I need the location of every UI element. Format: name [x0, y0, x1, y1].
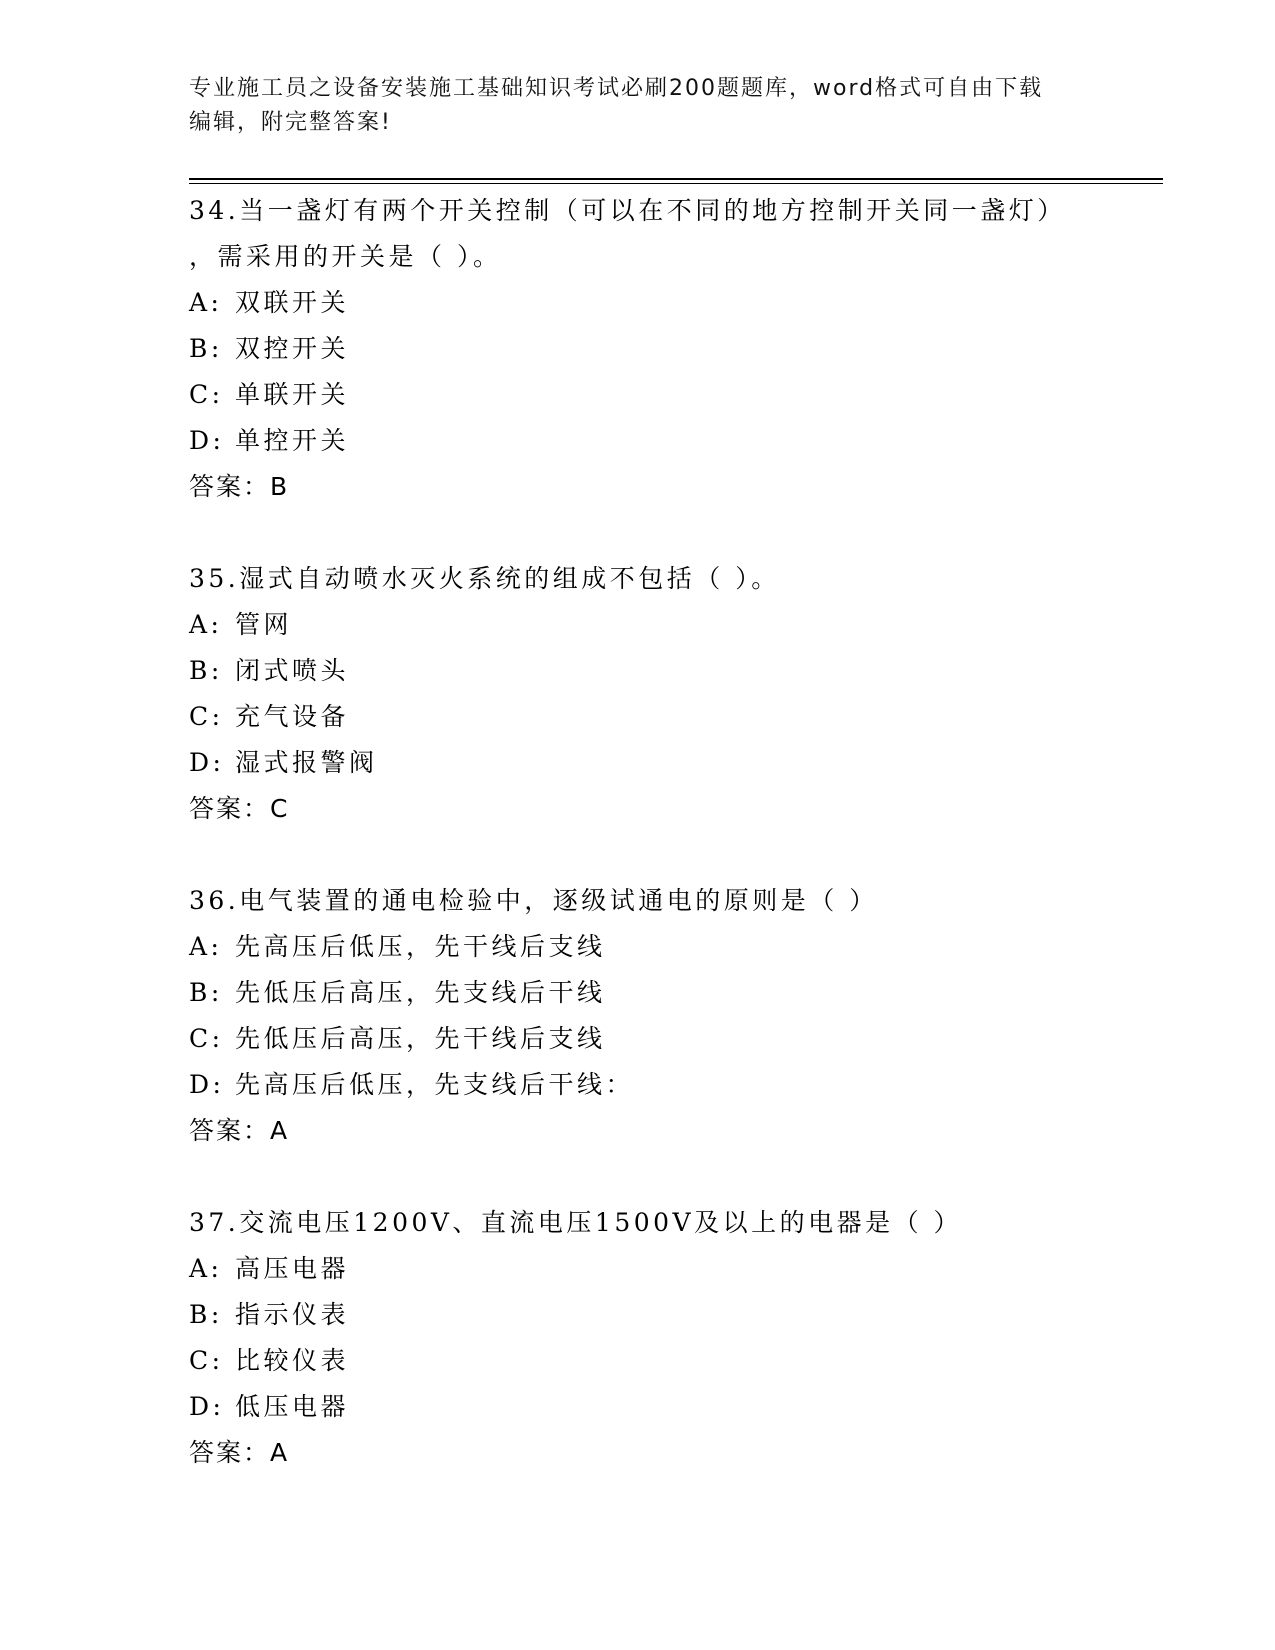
option-key: B: [189, 1300, 223, 1329]
option-key: C: [189, 1346, 224, 1375]
option-text: 先低压后高压，先支线后干线 [235, 978, 606, 1007]
header-divider-thick [189, 178, 1163, 180]
question-36 [189, 878, 1169, 1154]
option-key: D: [189, 1070, 225, 1099]
option-text: 单控开关 [235, 426, 350, 455]
option-b [189, 1292, 1169, 1338]
option-a [189, 1246, 1169, 1292]
question-stem: 34.当一盏灯有两个开关控制（可以在不同的地方控制开关同一盏灯） [189, 196, 1066, 225]
answer-line: 答案：C [189, 794, 290, 823]
header-title-line-1: 专业施工员之设备安装施工基础知识考试必刷200题题库，word格式可自由下载 [189, 76, 1044, 101]
option-b [189, 326, 1169, 372]
option-d [189, 1062, 1169, 1108]
document-header [189, 72, 1089, 140]
answer-line: 答案：B [189, 472, 290, 501]
header-title-line-2: 编辑，附完整答案! [189, 110, 392, 135]
option-key: B: [189, 334, 223, 363]
option-b [189, 970, 1169, 1016]
option-text: 先低压后高压，先干线后支线 [235, 1024, 606, 1053]
option-text: 管网 [235, 610, 293, 639]
option-a [189, 602, 1169, 648]
option-text: 双控开关 [235, 334, 350, 363]
option-text: 低压电器 [235, 1392, 350, 1421]
question-stem-continued: ，需采用的开关是（ ）。 [189, 242, 502, 271]
option-text: 单联开关 [235, 380, 350, 409]
option-key: D: [189, 748, 225, 777]
option-text: 指示仪表 [235, 1300, 350, 1329]
option-key: C: [189, 380, 224, 409]
option-key: A: [189, 1254, 223, 1283]
question-list [189, 188, 1169, 1522]
option-key: D: [189, 1392, 225, 1421]
option-a [189, 924, 1169, 970]
question-37 [189, 1200, 1169, 1476]
option-text: 高压电器 [235, 1254, 350, 1283]
option-text: 闭式喷头 [235, 656, 350, 685]
option-key: B: [189, 978, 223, 1007]
option-c [189, 1338, 1169, 1384]
question-stem: 35.湿式自动喷水灭火系统的组成不包括（ ）。 [189, 564, 780, 593]
option-d [189, 1384, 1169, 1430]
option-c [189, 694, 1169, 740]
option-key: C: [189, 702, 224, 731]
option-key: A: [189, 610, 223, 639]
question-35 [189, 556, 1169, 832]
option-text: 充气设备 [235, 702, 350, 731]
option-d [189, 418, 1169, 464]
option-d [189, 740, 1169, 786]
header-divider-thin [189, 183, 1163, 184]
answer-line: 答案：A [189, 1438, 290, 1467]
option-key: B: [189, 656, 223, 685]
question-34 [189, 188, 1169, 510]
option-a [189, 280, 1169, 326]
option-text: 双联开关 [235, 288, 350, 317]
option-text: 比较仪表 [235, 1346, 350, 1375]
option-b [189, 648, 1169, 694]
option-c [189, 1016, 1169, 1062]
question-stem: 36.电气装置的通电检验中，逐级试通电的原则是（ ） [189, 886, 878, 915]
option-text: 湿式报警阀 [235, 748, 378, 777]
option-text: 先高压后低压，先干线后支线 [235, 932, 606, 961]
option-key: A: [189, 288, 223, 317]
option-c [189, 372, 1169, 418]
question-stem: 37.交流电压1200V、直流电压1500V及以上的电器是（ ） [189, 1208, 963, 1237]
option-key: A: [189, 932, 223, 961]
option-text: 先高压后低压，先支线后干线： [235, 1070, 635, 1099]
option-key: C: [189, 1024, 224, 1053]
answer-line: 答案：A [189, 1116, 290, 1145]
option-key: D: [189, 426, 225, 455]
